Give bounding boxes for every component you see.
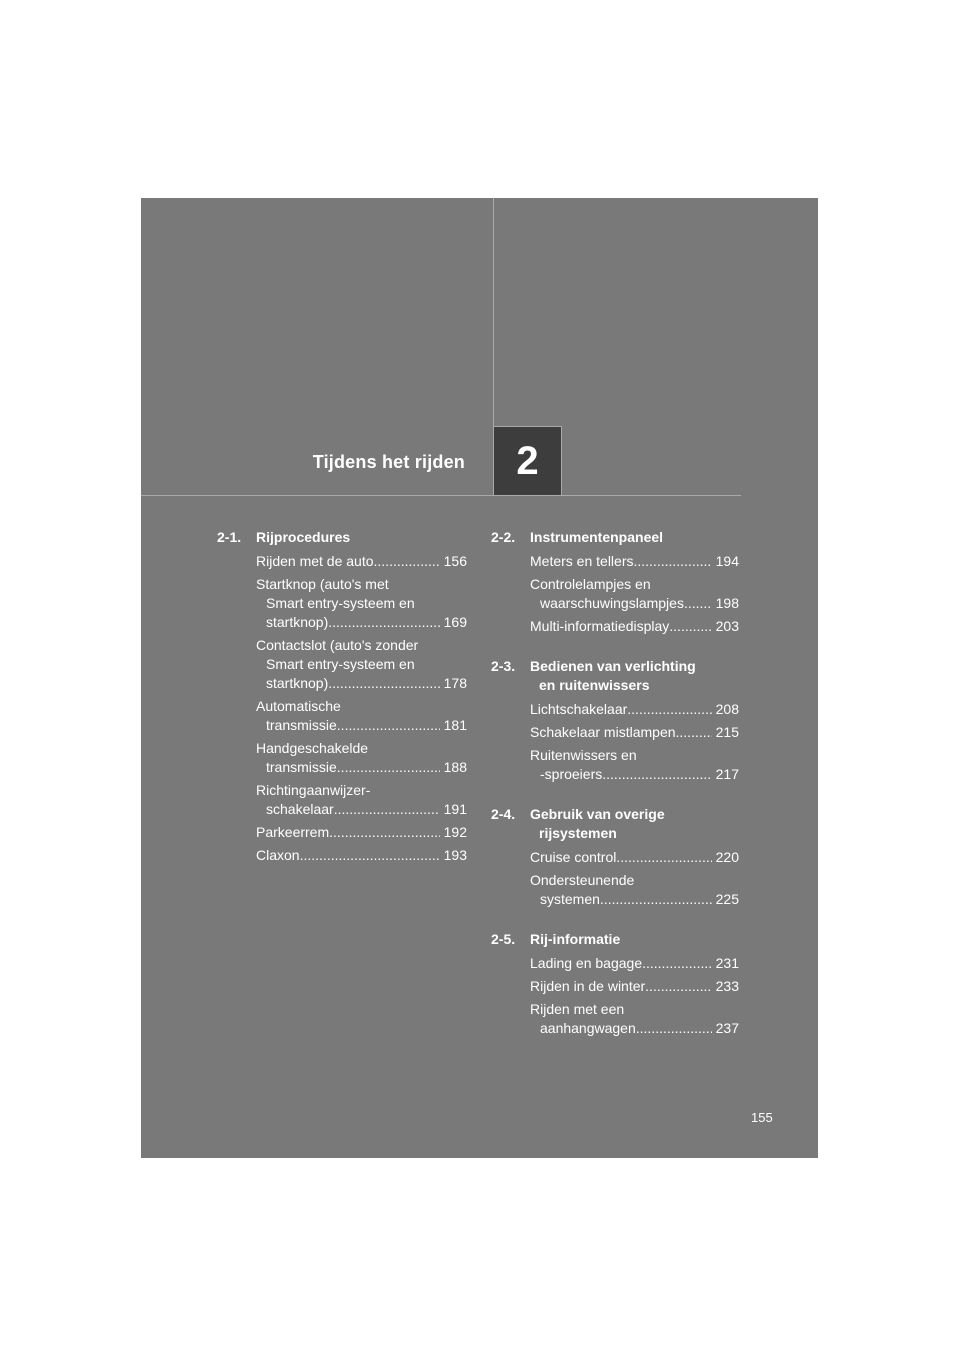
toc-entry-page: 191 bbox=[443, 801, 467, 817]
chapter-title: Tijdens het rijden bbox=[312, 452, 465, 472]
section-title bbox=[530, 528, 739, 547]
toc-entry-page: 192 bbox=[443, 824, 467, 840]
toc-column-left bbox=[217, 528, 467, 886]
section-title-line: Rij-informatie bbox=[530, 931, 621, 947]
toc-entry-page: 188 bbox=[443, 759, 467, 775]
toc-entry[interactable] bbox=[491, 575, 739, 613]
dot-leader bbox=[602, 765, 711, 784]
dot-leader bbox=[600, 890, 712, 909]
toc-entry-page: 194 bbox=[715, 553, 739, 569]
toc-entry[interactable] bbox=[217, 846, 467, 865]
toc-entry-text: Handgeschakelde bbox=[256, 740, 369, 756]
toc-entry[interactable] bbox=[491, 552, 739, 571]
toc-entry[interactable] bbox=[491, 617, 739, 636]
dot-leader bbox=[669, 617, 711, 636]
toc-entry-text: Controlelampjes en bbox=[530, 576, 651, 592]
toc-entry-row bbox=[530, 890, 739, 909]
toc-entry-row bbox=[530, 848, 739, 867]
toc-entry-row bbox=[256, 800, 467, 819]
toc-entry[interactable] bbox=[491, 848, 739, 867]
toc-entry-text: Ruitenwissers en bbox=[530, 747, 637, 763]
toc-entry-row bbox=[256, 716, 467, 735]
toc-entry-page: 220 bbox=[715, 849, 739, 865]
toc-entry[interactable] bbox=[217, 823, 467, 842]
toc-entry-page: 181 bbox=[443, 717, 467, 733]
section-heading bbox=[491, 805, 739, 843]
toc-entry[interactable] bbox=[217, 697, 467, 735]
toc-entry-text: Lading en bagage bbox=[530, 955, 643, 971]
dot-leader bbox=[328, 613, 439, 632]
toc-entry-page: 233 bbox=[715, 978, 739, 994]
toc-section bbox=[491, 528, 739, 636]
toc-entry-text: startknop) bbox=[266, 614, 329, 630]
toc-entry-row bbox=[256, 674, 467, 693]
toc-section bbox=[491, 805, 739, 909]
toc-entry-page: 156 bbox=[443, 553, 467, 569]
toc-entry-page: 208 bbox=[715, 701, 739, 717]
toc-entry-row bbox=[530, 977, 739, 996]
toc-entry-row bbox=[256, 758, 467, 777]
toc-entry-text: Automatische bbox=[256, 698, 341, 714]
toc-entry-text: transmissie bbox=[266, 759, 337, 775]
dot-leader bbox=[642, 954, 712, 973]
section-number: 2-5. bbox=[491, 931, 516, 947]
dot-leader bbox=[300, 846, 440, 865]
toc-column-right bbox=[491, 528, 739, 1059]
dot-leader bbox=[636, 1019, 712, 1038]
toc-entry-text: aanhangwagen bbox=[540, 1020, 636, 1036]
toc-entry-row bbox=[256, 823, 467, 842]
dot-leader bbox=[645, 977, 711, 996]
toc-entry-text: Rijden met een bbox=[530, 1001, 625, 1017]
toc-section bbox=[491, 657, 739, 784]
toc-entry-row bbox=[530, 617, 739, 636]
section-heading bbox=[491, 657, 739, 695]
toc-entry-row bbox=[256, 846, 467, 865]
toc-entry-page: 217 bbox=[715, 766, 739, 782]
toc-entry[interactable] bbox=[491, 1000, 739, 1038]
dot-leader bbox=[328, 674, 439, 693]
chapter-panel bbox=[141, 198, 818, 1158]
toc-entry-page: 215 bbox=[715, 724, 739, 740]
toc-entry-page: 178 bbox=[443, 675, 467, 691]
dot-leader bbox=[329, 823, 440, 842]
dot-leader bbox=[633, 552, 711, 571]
toc-entry[interactable] bbox=[491, 977, 739, 996]
section-heading bbox=[491, 528, 739, 547]
dot-leader bbox=[374, 552, 440, 571]
toc-entry-page: 237 bbox=[715, 1020, 739, 1036]
toc-entry-text: Cruise control bbox=[530, 849, 617, 865]
section-title bbox=[530, 930, 739, 949]
toc-entry-text: -sproeiers bbox=[540, 766, 603, 782]
toc-entry-text: Ondersteunende bbox=[530, 872, 635, 888]
page-number: 155 bbox=[751, 1110, 773, 1125]
toc-entry[interactable] bbox=[217, 575, 467, 632]
section-title bbox=[530, 805, 739, 843]
section-title-line: en ruitenwissers bbox=[539, 677, 650, 693]
chapter-number: 2 bbox=[516, 438, 539, 483]
toc-entry[interactable] bbox=[217, 552, 467, 571]
chapter-number-badge bbox=[493, 426, 562, 495]
toc-entry-row bbox=[256, 613, 467, 632]
dot-leader bbox=[616, 848, 711, 867]
toc-entry-text: schakelaar bbox=[266, 801, 334, 817]
dot-leader bbox=[627, 700, 711, 719]
toc-entry[interactable] bbox=[491, 954, 739, 973]
toc-entry-text: Smart entry-systeem en bbox=[266, 595, 415, 611]
toc-entry-text: startknop) bbox=[266, 675, 329, 691]
toc-section bbox=[491, 930, 739, 1038]
toc-entry-text: waarschuwingslampjes bbox=[540, 595, 684, 611]
toc-entry-row bbox=[530, 954, 739, 973]
toc-entry-page: 169 bbox=[443, 614, 467, 630]
toc-entry-row bbox=[530, 723, 739, 742]
dot-leader bbox=[334, 800, 440, 819]
toc-entry-page: 231 bbox=[715, 955, 739, 971]
dot-leader bbox=[337, 758, 440, 777]
toc-entry-row bbox=[530, 594, 739, 613]
toc-entry[interactable] bbox=[491, 746, 739, 784]
toc-entry-text: Multi-informatiedisplay bbox=[530, 618, 670, 634]
toc-entry-text: systemen bbox=[540, 891, 600, 907]
toc-entry-text: transmissie bbox=[266, 717, 337, 733]
section-title-line: Instrumentenpaneel bbox=[530, 529, 664, 545]
toc-entry-row bbox=[530, 765, 739, 784]
toc-entry-row bbox=[530, 700, 739, 719]
section-title-line: Rijprocedures bbox=[256, 529, 351, 545]
toc-entry-text: Startknop (auto's met bbox=[256, 576, 389, 592]
toc-entry-text: Schakelaar mistlampen bbox=[530, 724, 676, 740]
dot-leader bbox=[684, 594, 712, 613]
toc-entry-text: Parkeerrem bbox=[256, 824, 330, 840]
toc-entry-text: Meters en tellers bbox=[530, 553, 634, 569]
toc-entry-text: Contactslot (auto's zonder bbox=[256, 637, 419, 653]
toc-entry[interactable] bbox=[491, 723, 739, 742]
toc-entry[interactable] bbox=[217, 781, 467, 819]
toc-entry-text: Lichtschakelaar bbox=[530, 701, 628, 717]
section-number: 2-2. bbox=[491, 529, 516, 545]
toc-entry-text: Rijden met de auto bbox=[256, 553, 374, 569]
toc-entry-row bbox=[530, 1019, 739, 1038]
toc-entry[interactable] bbox=[217, 739, 467, 777]
horizontal-divider bbox=[141, 495, 741, 496]
section-heading bbox=[217, 528, 467, 547]
toc-entry-row bbox=[530, 552, 739, 571]
toc-entry[interactable] bbox=[217, 636, 467, 693]
toc-entry-text: Richtingaanwijzer- bbox=[256, 782, 371, 798]
toc-entry-row bbox=[256, 552, 467, 571]
section-title-line: Gebruik van overige bbox=[530, 806, 665, 822]
section-number: 2-3. bbox=[491, 658, 516, 674]
toc-entry-text: Rijden in de winter bbox=[530, 978, 646, 994]
section-number: 2-1. bbox=[217, 529, 242, 545]
section-title bbox=[256, 528, 467, 547]
toc-entry[interactable] bbox=[491, 700, 739, 719]
section-title-line: Bedienen van verlichting bbox=[530, 658, 696, 674]
toc-entry[interactable] bbox=[491, 871, 739, 909]
toc-section bbox=[217, 528, 467, 865]
toc-entry-page: 225 bbox=[715, 891, 739, 907]
toc-entry-text: Smart entry-systeem en bbox=[266, 656, 415, 672]
section-number: 2-4. bbox=[491, 806, 516, 822]
dot-leader bbox=[676, 723, 712, 742]
section-title bbox=[530, 657, 739, 695]
toc-entry-page: 203 bbox=[715, 618, 739, 634]
toc-entry-page: 193 bbox=[443, 847, 467, 863]
toc-entry-text: Claxon bbox=[256, 847, 300, 863]
section-title-line: rijsystemen bbox=[539, 825, 617, 841]
section-heading bbox=[491, 930, 739, 949]
dot-leader bbox=[337, 716, 440, 735]
toc-entry-page: 198 bbox=[715, 595, 739, 611]
